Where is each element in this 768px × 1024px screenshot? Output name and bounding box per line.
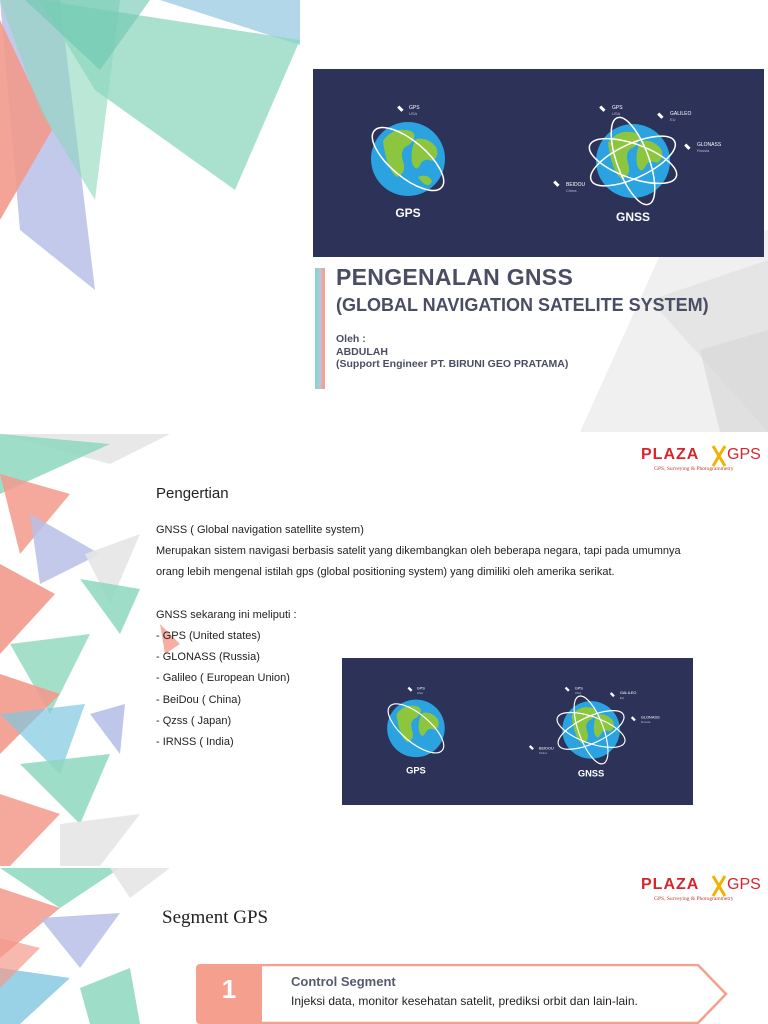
list-item: - GPS (United states) xyxy=(156,630,261,642)
sat-name: GLONASS xyxy=(640,714,660,720)
list-item: - GLONASS (Russia) xyxy=(156,651,260,664)
sat-left-country: USA xyxy=(416,691,424,696)
segment-description: Injeksi data, monitor kesehatan satelit, prediksi orbit dan lain-lain. xyxy=(291,994,638,1008)
satellite-icon xyxy=(408,687,413,692)
definition-line: GNSS ( Global navigation satellite system) xyxy=(156,524,364,536)
logo-word-plaza: PLAZA xyxy=(641,876,700,893)
sat-country: Russia xyxy=(640,719,651,724)
globe-left-icon xyxy=(363,117,454,201)
author-block xyxy=(336,333,568,371)
sat-name: GALILEO xyxy=(619,690,637,696)
sat-left-country: USA xyxy=(409,111,418,116)
slide-subtitle: (GLOBAL NAVIGATION SATELITE SYSTEM) xyxy=(336,295,709,315)
gnss-label: GNSS xyxy=(577,768,605,779)
list-item: - IRNSS ( India) xyxy=(156,736,234,749)
globe-illustration xyxy=(342,658,693,805)
logo-tagline: GPS, Surveying & Photogrammetry xyxy=(654,466,734,472)
author-label: Oleh : xyxy=(336,333,366,345)
plaza-gps-logo xyxy=(641,442,768,482)
sat-left-name: GPS xyxy=(416,685,425,691)
globe-illustration xyxy=(313,69,764,257)
sat-country: USA xyxy=(574,691,582,696)
segment-title: Control Segment xyxy=(291,974,396,989)
sat-name: BEIDOU xyxy=(538,745,554,751)
gps-label: GPS xyxy=(406,765,426,776)
segment-slide xyxy=(0,868,768,1024)
slide-title: PENGENALAN GNSS xyxy=(336,264,574,290)
globe-left-icon xyxy=(381,696,451,761)
satellite-icon xyxy=(397,105,403,111)
segment-number-badge xyxy=(196,964,262,1024)
definition-line: Merupakan sistem navigasi berbasis satelit yang dikembangkan oleh beberapa negara, tapi pada umumnya xyxy=(156,545,681,558)
definition-slide xyxy=(0,434,768,866)
sat-country: EU xyxy=(670,117,676,122)
plaza-gps-logo xyxy=(641,872,768,912)
title-slide xyxy=(0,0,768,432)
sat-name: GLONASS xyxy=(697,142,722,148)
logo-word-gps: GPS xyxy=(727,876,761,893)
gnss-hero-image xyxy=(313,69,764,257)
segment-number: 1 xyxy=(221,974,237,1004)
author-name: ABDULAH xyxy=(336,345,388,358)
sat-name: GPS xyxy=(612,105,623,111)
globe-right-icon xyxy=(584,112,682,209)
logo-word-plaza: PLAZA xyxy=(641,446,700,463)
list-item: - Galileo ( European Union) xyxy=(156,672,290,685)
globe-right-icon xyxy=(553,692,629,768)
gps-label: GPS xyxy=(395,206,421,220)
logo-word-gps: GPS xyxy=(727,446,761,463)
sat-name: GALILEO xyxy=(670,111,692,117)
sat-country: China xyxy=(538,751,548,756)
sat-name: BEIDOU xyxy=(566,182,586,188)
gnss-image xyxy=(342,658,693,805)
section-heading: Segment GPS xyxy=(162,907,269,928)
logo-tagline: GPS, Surveying & Photogrammetry xyxy=(654,896,734,902)
sat-country: EU xyxy=(619,695,625,700)
sat-country: Russia xyxy=(697,148,710,153)
gnss-label: GNSS xyxy=(615,210,651,224)
sat-country: USA xyxy=(612,111,621,116)
definition-line: orang lebih mengenal istilah gps (global positioning system) yang dimiliki oleh amerika serikat. xyxy=(156,566,615,579)
sat-name: GPS xyxy=(574,685,583,691)
list-item: - Qzss ( Japan) xyxy=(156,714,232,727)
section-heading: Pengertian xyxy=(156,485,229,502)
list-item: - BeiDou ( China) xyxy=(156,693,241,706)
author-role: (Support Engineer PT. BIRUNI GEO PRATAMA) xyxy=(336,358,569,370)
sat-country: China xyxy=(566,188,577,193)
title-accent-bar xyxy=(315,268,325,389)
list-intro: GNSS sekarang ini meliputi : xyxy=(156,608,297,621)
sat-left-name: GPS xyxy=(409,105,420,111)
